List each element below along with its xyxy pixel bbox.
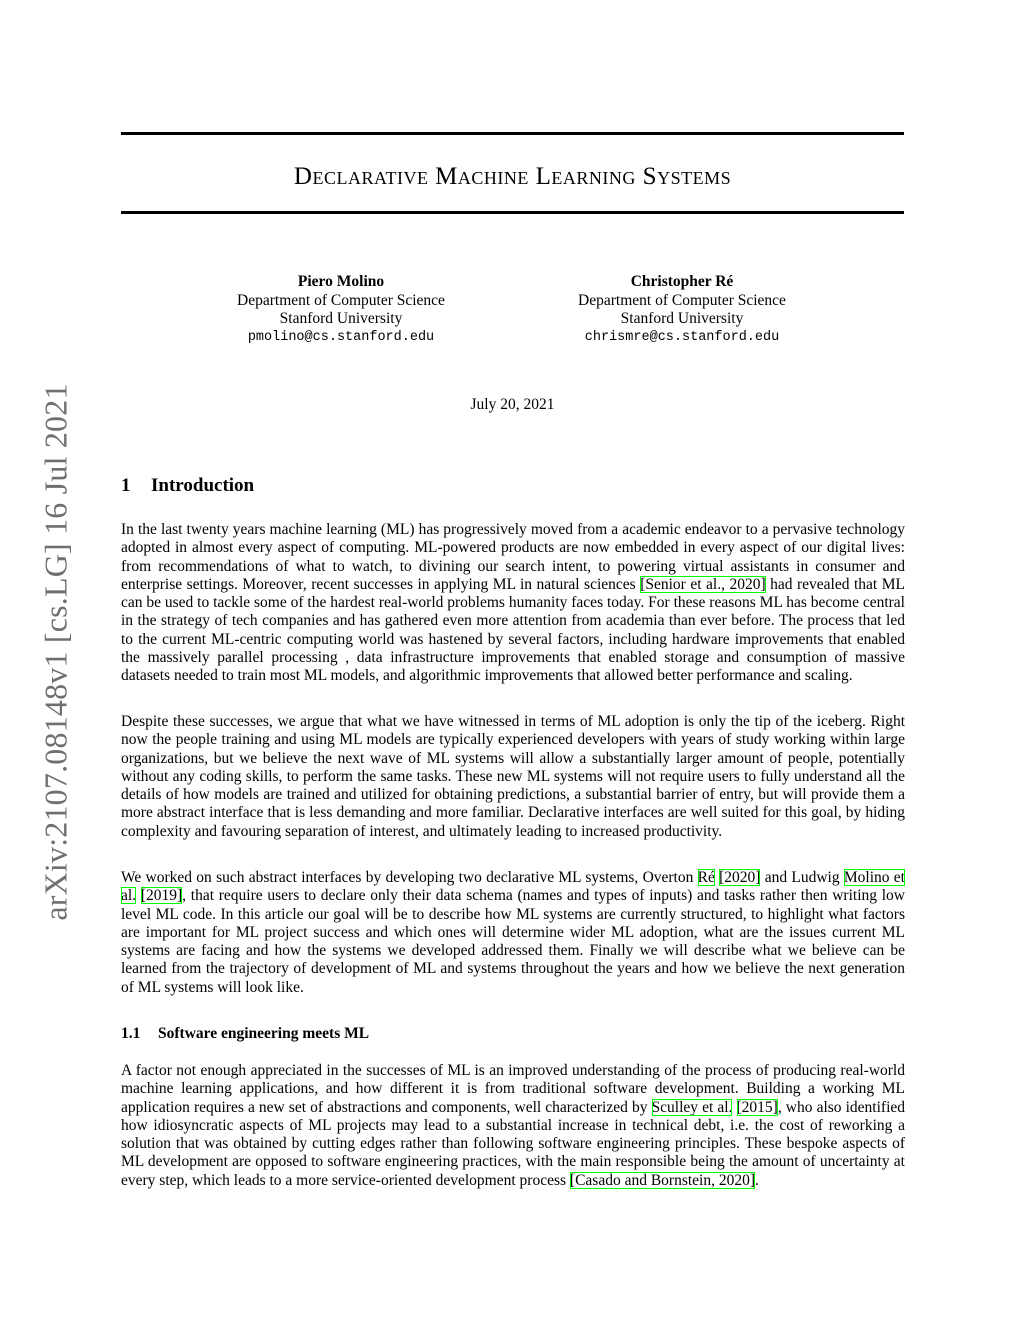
paragraph-text: . — [755, 1171, 759, 1189]
citation-link[interactable]: Molino et al. — [121, 869, 905, 905]
paragraph-text: and Ludwig — [760, 869, 844, 886]
paragraph-text: had revealed that ML can be used to tackle some of the hardest real-world problems humanity faces today. For these reasons ML has become central in the strategy of tech companies and has gathered even more attention from academia than ever before. The process that led to the current ML-centric computing world was hastened by several factors, including hardware improvements that enabled the massively parallel processing , data infrastructure improvements that enabled storage and consumption of massive datasets needed to train most ML models, and algorithmic improvements that allowed better performance and scaling. — [121, 575, 905, 685]
section-title: Introduction — [151, 475, 255, 496]
author-university: Stanford University — [279, 310, 403, 327]
citation-link[interactable]: [2015] — [736, 1098, 778, 1116]
citation-link[interactable]: Ré — [697, 869, 715, 886]
section-number: 1 — [121, 475, 131, 496]
author-name: Piero Molino — [297, 273, 385, 290]
author-department: Department of Computer Science — [578, 291, 786, 309]
subsection-title: Software engineering meets ML — [158, 1025, 370, 1042]
paragraph-text: In the last twenty years machine learning (ML) has progressively moved from a academic endeavor to a pervasive technology adopted in almost every aspect of computing. ML-powered products are now embedded in every aspect of our digital lives: from recommendations of what to watch, to divining our search intent, to powering virtual assistants in consumer and enterprise settings. Moreover, recent successes in applying ML in natural sciences — [121, 521, 905, 593]
author-block-2 — [512, 273, 852, 347]
citation-link[interactable]: [Casado and Bornstein, 2020] — [569, 1171, 756, 1189]
subsection-number: 1.1 — [121, 1025, 141, 1042]
paragraph-4 — [121, 1062, 905, 1190]
author-email[interactable]: pmolino@cs.stanford.edu — [247, 329, 435, 345]
arxiv-identifier-stamp: arXiv:2107.08148v1 [cs.LG] 16 Jul 2021 — [37, 383, 74, 921]
paragraph-text: We worked on such abstract interfaces by developing two declarative ML systems, Overton — [121, 869, 698, 886]
paragraph-text — [732, 1099, 736, 1116]
subsection-heading — [121, 1025, 369, 1043]
title-top-rule — [121, 132, 904, 135]
citation-link[interactable]: Sculley et al. — [651, 1098, 733, 1116]
paragraph-1 — [121, 521, 905, 686]
citation-link[interactable]: [Senior et al., 2020] — [640, 575, 766, 593]
author-university: Stanford University — [620, 310, 744, 327]
paragraph-2: Despite these successes, we argue that what we have witnessed in terms of ML adoption is only the tip of the iceberg. Right now the people training and using ML models are typically experienced developers with years of study working within large organizations, but we believe the next wave of ML systems will allow a substantially larger amount of people, potentially without any coding skills, to perform the same tasks. These new ML systems will not require users to fully understand all the details of how models are trained and utilized for obtaining predictions, a substantial barrier of entry, but will provide them a more abstract interface that is less demanding and more familiar. Declarative interfaces are well suited for this goal, by hiding complexity and favouring separation of interest, and ultimately leading to increased productivity. — [121, 713, 905, 840]
section-heading-introduction — [121, 475, 254, 497]
paragraph-text: A factor not enough appreciated in the successes of ML is an improved understanding of the process of producing real-world machine learning applications, and how different it is from traditional software development. Building a working ML application requires a new set of abstractions and components, well characterized by — [121, 1062, 905, 1116]
author-department: Department of Computer Science — [237, 291, 445, 309]
paper-title: Declarative Machine Learning Systems — [293, 163, 732, 190]
paragraph-text: , who also identified how idiosyncratic aspects of ML projects may lead to a substantial increase in technical debt, i.e. the cost of reworking a solution that was obtained by cutting edges rather than following software engineering principles. These bespoke aspects of ML development are opposed to software engineering practices, with the main responsible being the amount of uncertainty at every step, which leads to a more service-oriented development process — [121, 1098, 906, 1189]
citation-link[interactable]: [2019] — [140, 887, 183, 905]
author-email[interactable]: chrismre@cs.stanford.edu — [584, 329, 780, 345]
author-block-1 — [171, 273, 511, 347]
citation-link[interactable]: [2020] — [719, 869, 761, 886]
paragraph-text: , that require users to declare only their data schema (names and types of inputs) and tasks rather then writing low level ML code. In this article our goal will be to describe how ML systems are currently structured, to highlight what factors are important for ML project success and which ones will determine wider ML adoption, what are the issues current ML systems are facing and how the systems we developed addressed them. Finally we will describe what we believe can be learned from the trajectory of development of ML and systems throughout the years and how we believe the next generation of ML systems will look like. — [121, 887, 905, 996]
author-name: Christopher Ré — [630, 273, 734, 290]
paragraph-3 — [121, 869, 905, 997]
paper-date: July 20, 2021 — [470, 396, 555, 413]
title-bottom-rule — [121, 211, 904, 214]
